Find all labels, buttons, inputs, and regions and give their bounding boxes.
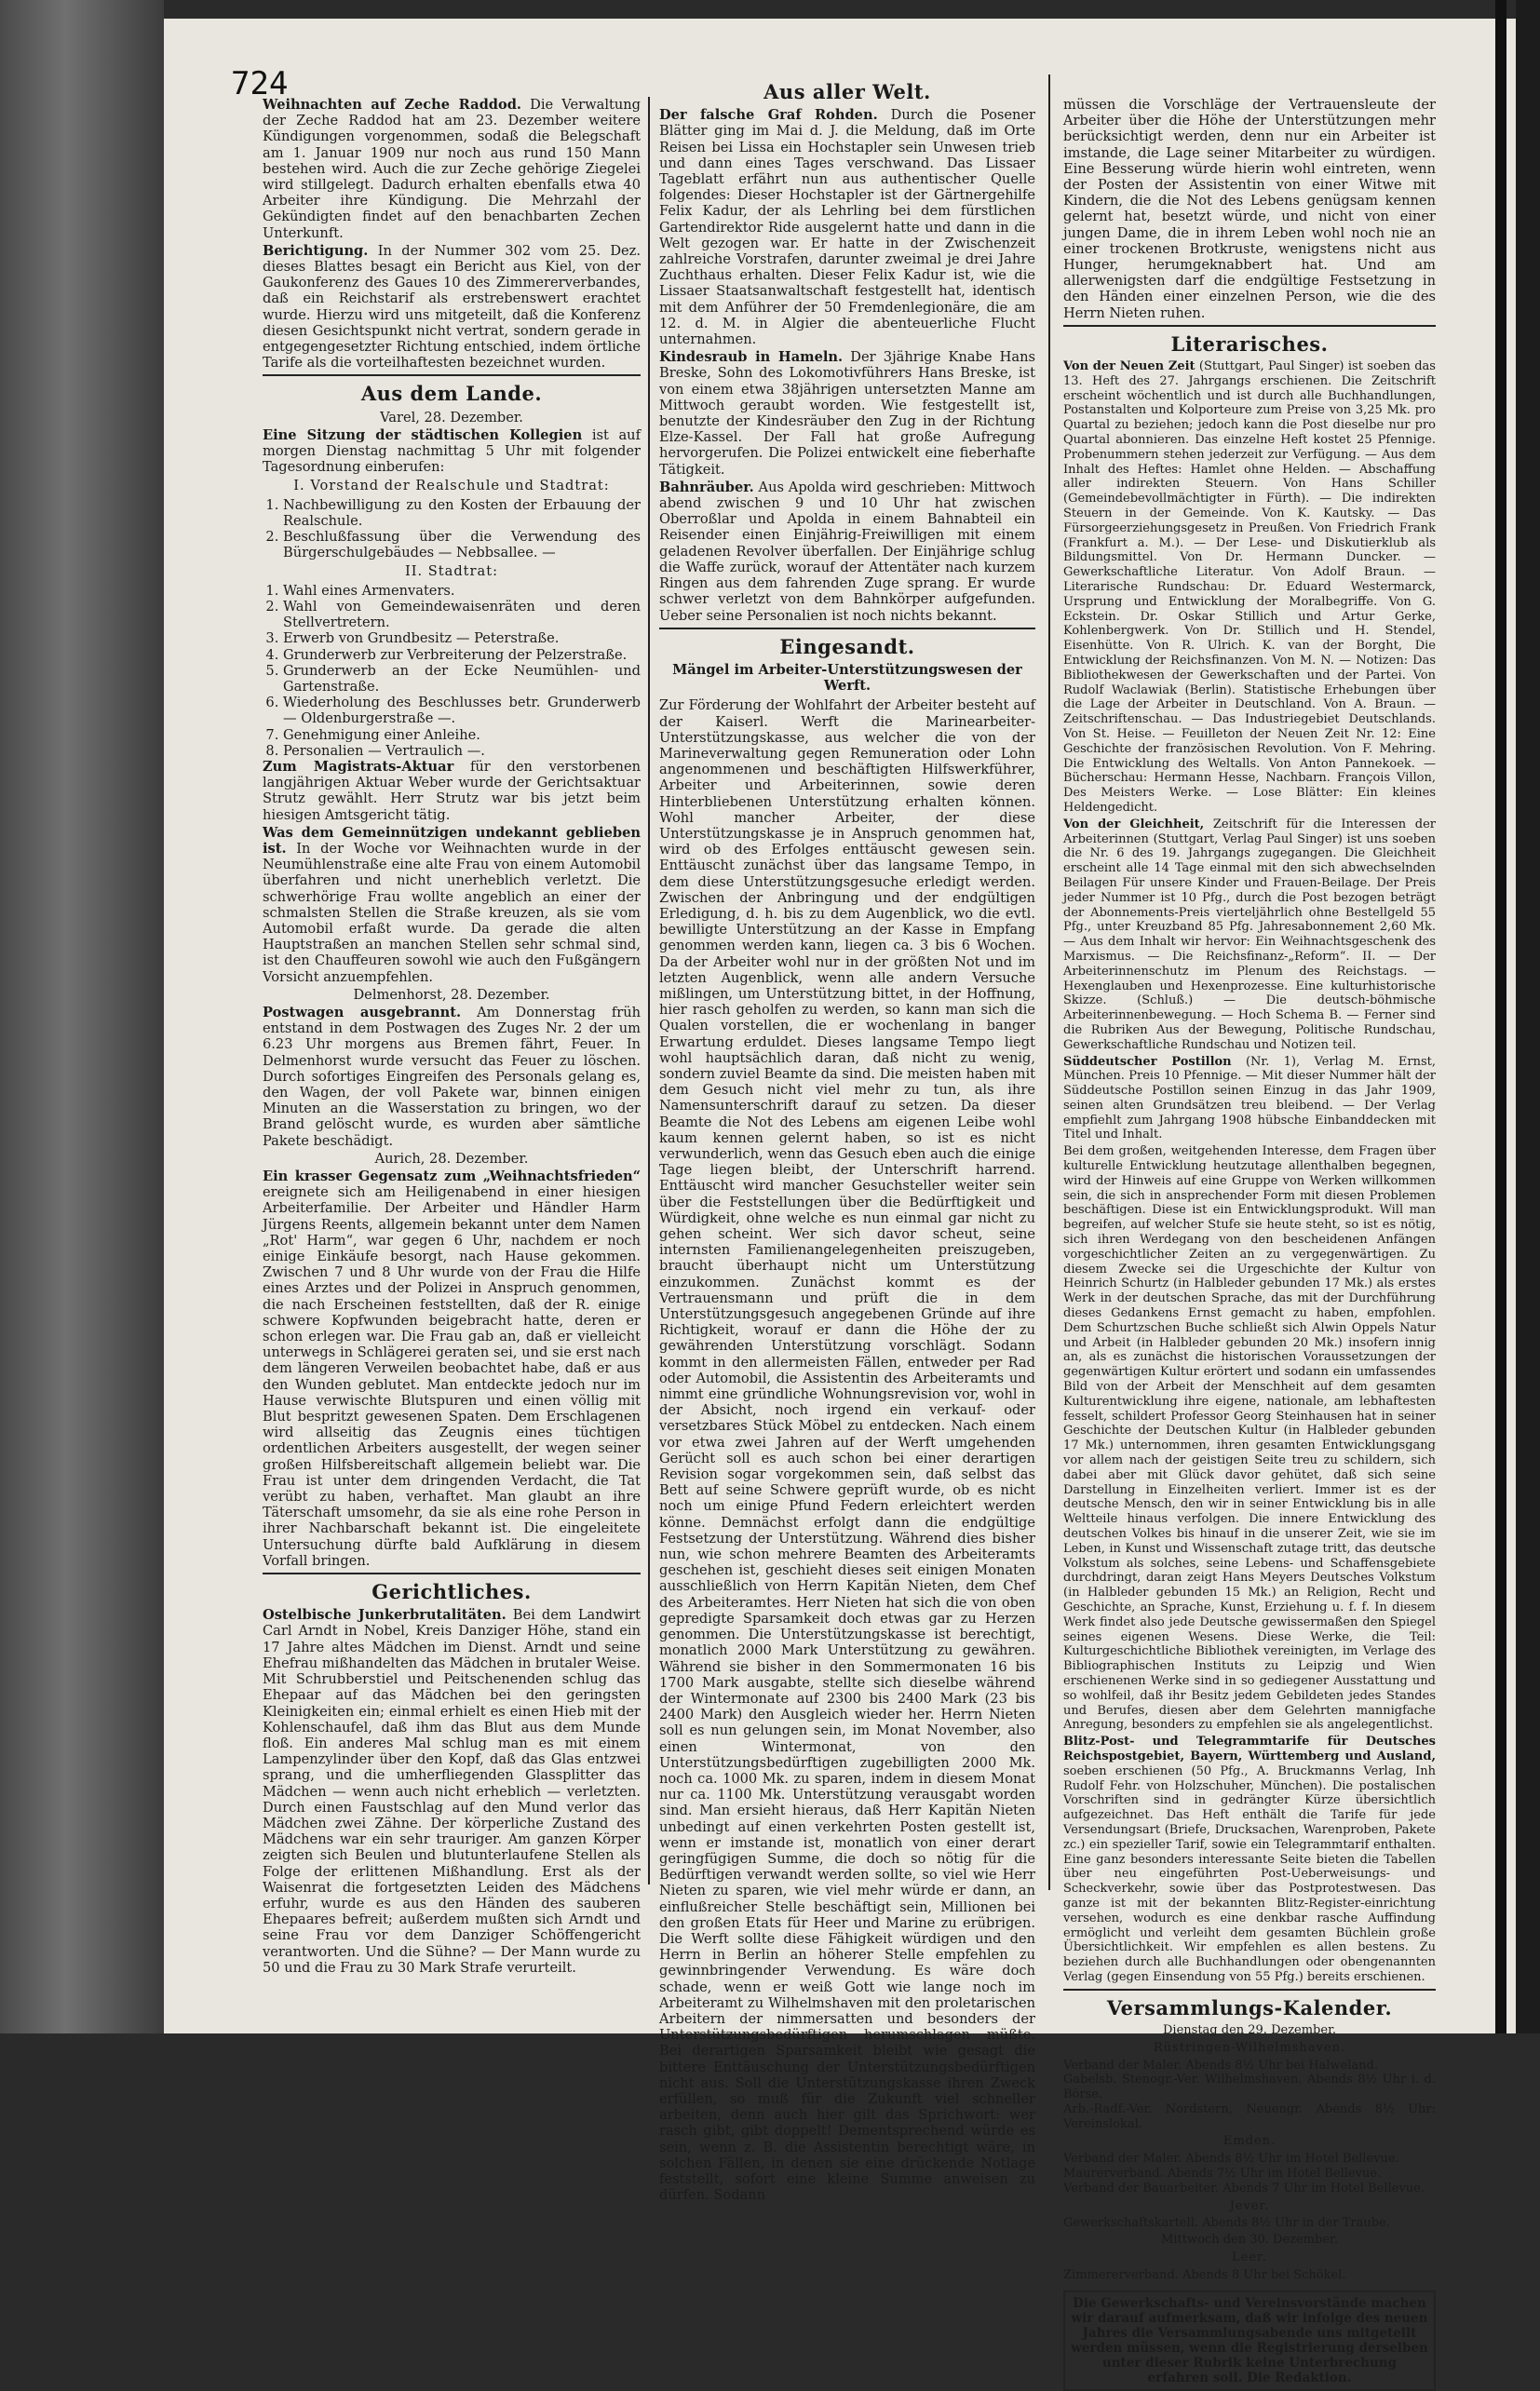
section-rule	[263, 1573, 641, 1574]
editorial-notice: Die Gewerkschafts- und Vereinsvorstände machen wir darauf aufmerksam, daß wir infolge des neuen Jahres die Versammlungsabende uns mitgeteilt werden müssen, wenn die Registrierung derselben unter dieser Rubrik keine Unterbrechung erfahren soll. Die Redaktion.	[1063, 2290, 1436, 2391]
article-text: ereignete sich am Heiligenabend in einer hiesigen Arbeiterfamilie. Der Arbeiter und Händler Harm Jürgens Reents, allgemein bekannt unter dem Namen „Rot' Harm“, war gegen 6 Uhr, nachdem er noch einige Einkäufe besorgt, nach Hause gekommen. Zwischen 7 und 8 Uhr wurde von der Frau die Hilfe eines Arztes und der Polizei in Anspruch genommen, die nach Erscheinen feststellten, daß der R. einige schwere Kopfwunden beigebracht hatte, deren er schon erlegen war. Die Frau gab an, daß er vielleicht unterwegs in Schlägerei geraten sei, und sie erst nach dem längeren Verweilen beobachtet habe, daß er aus den Wunden geblutet. Man entdeckte jedoch nur im Hause verwischte Blutspuren und einen völlig mit Blut bespritzt gewesenen Spaten. Dem Erschlagenen wird allseitig das Zeugnis eines tüchtigen ordentlichen Arbeiters ausgestellt, der wegen seiner großen Hilfsbereitschaft allgemein beliebt war. Die Frau ist unter dem dringenden Verdacht, die Tat verübt zu haben, verhaftet. Man glaubt an ihre Täterschaft umsomehr, da sie als eine rohe Person in ihrer Nachbarschaft bekannt ist. Die eingeleitete Untersuchung dürfte bald Aufklärung in diesem Vorfall bringen.	[263, 1184, 641, 1569]
article-paragraph: Zur Förderung der Wohlfahrt der Arbeiter besteht auf der Kaiserl. Werft die Marinearbeiter-Unterstützungskasse, aus welcher die von der Marineverwaltung gegen Remuneration oder Lohn angenommenen und beschäftigten Hilfswerkführer, Arbeiter und Arbeiterinnen, sowie deren Hinterbliebenen Unterstützung erhalten können. Wohl mancher Arbeiter, der diese Unterstützungskasse je in Anspruch genommen hat, wird ob des Erfolges enttäuscht gewesen sein. Enttäuscht zunächst über das langsame Tempo, in dem diese Unterstützungsgesuche erledigt werden. Zwischen der Anbringung und der endgültigen Erledigung, d. h. bis zu dem Augenblick, wo die evtl. bewilligte Unterstützung an der Kasse in Empfang genommen werden kann, liegen ca. 3 bis 6 Wochen. Da der Arbeiter wohl nur in der größten Not und im letzten Augenblick, wenn alle andern Versuche mißlingen, um Unterstützung bittet, in der Hoffnung, hier rasch geholfen zu werden, so kann man sich die Qualen vorstellen, die er wochenlang in banger Erwartung erduldet. Dieses langsame Tempo liegt wohl hauptsächlich daran, daß nicht zu wenig, sondern zuviel Beamte da sind. Die meisten haben mit dem Gesuch nicht viel mehr zu tun, als ihre Namensunterschrift darauf zu setzen. Da dieser Beamte die Not des Lebens am eigenen Leibe wohl kaum kennen gelernt haben, so ist es nicht verwunderlich, wenn das Gesuch eben auch die einige Tage liegen bleibt, der Unterschrift harrend. Enttäuscht wird mancher Gesuchsteller weiter sein über die Feststellungen über die Bedürftigkeit und Würdigkeit, ohne welche es nun einmal gar nicht zu gehen scheint. Wer sich davor scheut, seine internsten Familienangelegenheiten preiszugeben, braucht überhaupt nicht um Unterstützung einzukommen. Zunächst kommt es der Vertrauensmann und prüft die in dem Unterstützungsgesuch angegebenen Gründe auf ihre Richtigkeit, worauf er dann die Höhe der zu gewährenden Unterstützung vorschlägt. Sodann kommt in den allermeisten Fällen, entweder per Rad oder Automobil, die Assistentin des Arbeiteramts und nimmt eine gründliche Wohnungsrevision vor, wohl in der Absicht, noch irgend ein verkauf- oder versetzbares Stück Möbel zu entdecken. Nach einem vor etwa zwei Jahren auf der Werft umgehenden Gerücht soll es auch schon bei einer derartigen Revision sogar vorgekommen sein, daß selbst das Bett auf seine Schwere geprüft wurde, ob es nicht noch um einige Pfund Federn erleichtert werden könne. Demnächst erfolgt dann die endgültige Festsetzung der Unterstützung. Während dies bisher nun, wie schon mehrere Beamten des Arbeiteramts geschehen ist, geschieht dieses seit einigen Monaten ausschließlich von Herrn Kapitän Nieten, dem Chef des Arbeiteramtes. Herr Nieten hat sich die von oben gepredigte Sparsamkeit doch etwas gar zu Herzen genommen. Die Unterstützungskasse ist berechtigt, monatlich 2000 Mark Unterstützung zu gewähren. Während sie bisher in den Sommermonaten 16 bis 1700 Mark ausgabte, stellte sich dieselbe während der Wintermonate auf 2300 bis 2400 Mark (23 bis 2400 Mark) den Ausgleich wieder her. Herrn Nieten soll es nun gelungen sein, im Monat November, also einen Wintermonat, von den Unterstützungsbedürftigen zugebilligten 2000 Mk. noch ca. 1000 Mk. zu sparen, indem in diesem Monat nur ca. 1100 Mk. Unterstützung verausgabt worden sind. Man ersieht hieraus, daß Herr Kapitän Nieten unbedingt auf einen verkehrten Posten gestellt ist, wenn er imstande ist, monatlich von einer derart geringfügigen Summe, die doch so nötig für die Bedürftigen verwandt werden sollte, so viel wie Herr Nieten zu sparen, wie viel mehr würde er dann, an einflußreicher Stelle beschäftigt sein, Millionen bei den großen Etats für Heer und Marine zu erübrigen. Die Werft sollte diese Fähigkeit würdigen und den Herrn in Berlin an höherer Stelle empfehlen zu gewinnbringender Verwendung. Es wäre doch schade, wenn er weiß Gott wie lange noch im Arbeiteramt zu Wilhelmshaven mit den proletarischen Arbeitern der nimmersatten und besonders der Unterstützungsbedürftigen herumschlagen müßte. Bei derartigen Sparsamkeit bleibt wie gesagt die bittere Enttäuschung der Unterstützungsbedürftigen nicht aus. Soll die Unterstützungskasse ihren Zweck erfüllen, so muß für die Zukunft viel schneller arbeiten, denn auch hier gilt das Sprichwort: wer rasch gibt, gibt doppelt! Dementsprechend würde es sein, wenn z. B. die Assistentin berechtigt wäre, in solchen Fällen, in denen sie eine drückende Notlage feststellt, sofort eine kleine Summe anweisen zu dürfen. Sodann	[659, 697, 1036, 2204]
article-paragraph: Bei dem großen, weitgehenden Interesse, dem Fragen über kulturelle Entwicklung heutzutage allenthalben begegnen, wird der Hinweis auf eine Gruppe von Werken willkommen sein, die sich in ansprechender Form mit diesen Problemen beschäftigen. Diese ist ein Entwicklungsprodukt. Will man begreifen, auf welcher Stufe sie heute steht, so ist es nötig, sich ihren Werdegang von den bescheidenen Anfängen vorgeschichtlicher Zeiten an zu vergegenwärtigen. Zu diesem Zwecke sei die Urgeschichte der Kultur von Heinrich Schurtz (in Halbleder gebunden 17 Mk.) als erstes Werk in der deutschen Sprache, das mit der Durchführung dieses Gedankens Ernst gemacht zu haben, empfohlen. Dem Schurtzschen Buche schließt sich Alwin Oppels Natur und Arbeit (in Halbleder gebunden 20 Mk.) insofern innig an, als es zunächst die historischen Voraussetzungen der gegenwärtigen Kultur erörtert und sodann ein umfassendes Bild von der Arbeit der Menschheit auf dem gesamten Kulturentwicklung ihre eigene, nationale, am lebhaftesten fesselt, schildert Professor Georg Steinhausen hat in seiner Geschichte der Deutschen Kultur (in Halbleder gebunden 17 Mk.) unternommen, ihren gesamten Entwicklungsgang vor allem nach der geistigen Seite treu zu schildern, sich dabei aber mit Glück davor gehütet, daß sich seine Darstellung in Einzelheiten verliert. Immer ist es der deutsche Mensch, den wir in seiner Entwicklung bis in alle Weltteile hinaus verfolgen. Die innere Entwicklung des deutschen Volkes bis hinauf in die unserer Zeit, wie sie im Leben, in Kunst und Wissenschaft zutage tritt, das deutsche Volkstum als solches, seine Lebens- und Schaffensgebiete durchdringt, daran zeigt Hans Meyers Deutsches Volkstum (in Halbleder gebunden 15 Mk.) an Religion, Recht und Geschichte, an Sprache, Kunst, Erziehung u. f. f. In diesem Werk findet also jede Deutsche gewissermaßen den Spiegel seines eigenen Wesens. Diese Werke, die Teil: Kulturgeschichtliche Bibliothek vereinigten, im Verlage des Bibliographischen Instituts zu Leipzig und Wien erschienenen Werke sind in so gediegener Ausstattung und so wohlfeil, daß ihr Besitz jedem Gebildeten jedes Standes und Berufes, diesen aber dem Gelehrten mannigfache Anregung, besonders zu empfehlen sie als angelegentlichst.	[1063, 1144, 1436, 1733]
agenda-item: 1. Nachbewilligung zu den Kosten der Erbauung der Realschule.	[283, 497, 641, 529]
calendar-entry: Verband der Bauarbeiter. Abends 7 Uhr im Hotel Bellevue.	[1063, 2181, 1425, 2195]
article-headline: Von der Neuen Zeit	[1063, 359, 1196, 374]
article-headline: Eine Sitzung der städtischen Kollegien	[263, 426, 583, 443]
agenda-item: 3. Erwerb von Grundbesitz — Peterstraße.	[283, 630, 641, 646]
article-paragraph	[1063, 1055, 1436, 1143]
article-paragraph	[1063, 817, 1436, 1053]
article-text: Am Donnerstag früh entstand in dem Postwagen des Zuges Nr. 2 der um 6.23 Uhr morgens aus Bremen fährt, Feuer. In Delmenhorst wurde versucht das Feuer zu löschen. Durch sofortiges Eingreifen des Personals gelang es, den Wagen, der voll Pakete war, binnen einigen Minuten an die Wasserstation zu bringen, wo der Brand gelöscht wurde, es wurden aber sämtliche Pakete beschädigt.	[263, 1004, 642, 1149]
calendar-date: Mittwoch den 30. Dezember.	[1161, 2233, 1338, 2248]
section-heading: Aus aller Welt.	[763, 80, 931, 103]
agenda-item: 7. Genehmigung einer Anleihe.	[283, 727, 641, 743]
dateline: Aurich, 28. Dezember.	[374, 1150, 529, 1167]
article-text: Durch die Posener Blätter ging im Mai d. J. die Meldung, daß im Orte Reisen bei Lissa ein Hochstapler sein Unwesen trieb und dann eines Tages verschwand. Das Lissaer Tageblatt erfährt nun aus authentischer Quelle folgendes: Dieser Hochstapler ist der Gärtnergehilfe Felix Kadur, der als Lehrling bei dem fürstlichen Gartendirektor Ride ausgelernt hatte und dann in die Welt gezogen war. Er hatte in der Zwischenzeit zahlreiche Vorstrafen, darunter zweimal je drei Jahre Zuchthaus erhalten. Dieser Felix Kadur ist, wie die Lissaer Staatsanwaltschaft festgestellt hat, identisch mit dem Anführer der 50 Fremdenlegionäre, die am 12. d. M. in Algier die abenteuerliche Flucht unternahmen.	[659, 107, 1035, 348]
article-paragraph	[263, 97, 641, 241]
section-rule	[1063, 1989, 1436, 1991]
calendar-place: Emden.	[1223, 2134, 1277, 2149]
column-1	[263, 97, 641, 1978]
column-3	[1063, 97, 1436, 2391]
article-headline: Ein krasser Gegensatz zum „Weihnachtsfrieden“	[263, 1168, 641, 1184]
agenda-item: 8. Personalien — Vertraulich —.	[283, 743, 641, 759]
section-rule	[263, 374, 641, 376]
agenda-item: 2. Wahl von Gemeindewaisenräten und deren Stellvertretern.	[283, 599, 641, 630]
agenda-item: 5. Grunderwerb an der Ecke Neumühlen- und Gartenstraße.	[283, 663, 641, 695]
section-heading: Versammlungs-Kalender.	[1106, 1995, 1393, 2020]
agenda-item: 6. Wiederholung des Beschlusses betr. Grunderwerb — Oldenburgerstraße —.	[283, 695, 641, 726]
calendar-entry: Maurerverband. Abends 7½ Uhr im Hotel Bellevue.	[1063, 2167, 1382, 2182]
section-heading: Aus dem Lande.	[360, 382, 543, 406]
article-text: ist auf morgen Dienstag nachmittag 5 Uhr mit folgender Tagesordnung einberufen:	[263, 426, 641, 476]
page-edge-bar	[1495, 0, 1506, 2033]
article-paragraph	[659, 107, 1035, 347]
article-text: Bei dem Landwirt Carl Arndt in Nobel, Kreis Danziger Höhe, stand ein 17 Jahre altes Mädchen im Dienst. Arndt und seine Ehefrau mißhandelten das Mädchen in brutaler Weise. Mit Schrubberstiel und Peitschenenden schlug das Ehepaar auf das Mädchen bei den geringsten Kleinigkeiten ein; einmal erhielt es einen Hieb mit der Kohlenschaufel, daß ihm das Blut aus dem Munde floß. Ein anderes Mal schlug man es mit einem Lampenzylinder über den Kopf, daß das Glas entzwei sprang, und die umherfliegenden Glassplitter das Mädchen — wenn auch nicht erheblich — verletzten. Durch einen Faustschlag auf den Mund verlor das Mädchen zwei Zähne. Der körperliche Zustand des Mädchens war ein sehr trauriger. Am ganzen Körper zeigten sich Beulen und blutunterlaufene Stellen als Folge der erlittenen Mißhandlung. Erst als der Waisenrat die fortgesetzten Leiden des Mädchens erfuhr, wurde es aus den Händen des sauberen Ehepaares befreit; außerdem mußten sich Arndt und seine Frau vor dem Danziger Schöffengericht verantworten. Und die Sühne? — Der Mann wurde zu 50 und die Frau zu 30 Mark Strafe verurteilt.	[263, 1607, 641, 1976]
agenda-item: 1. Wahl eines Armenvaters.	[283, 583, 641, 599]
article-text: Der 3jährige Knabe Hans Breske, Sohn des Lokomotivführers Hans Breske, ist von einem etwa 38jährigen untersetzten Manne am Mittwoch geraubt worden. Wie festgestellt ist, benutzte der Kindesräuber den Zug in der Richtung Elze-Kassel. Der Fall hat große Aufregung hervorgerufen. Die Polizei entwickelt eine fieberhafte Tätigkeit.	[659, 349, 1035, 478]
agenda-item: 4. Grunderwerb zur Verbreiterung der Pelzerstraße.	[283, 647, 641, 663]
article-paragraph	[263, 1005, 641, 1149]
article-text: Die Verwaltung der Zeche Raddod hat am 23. Dezember weitere Kündigungen vorgenommen, sodaß die Belegschaft am 1. Januar 1909 nur noch aus rund 150 Mann bestehen wird. Auch die zur Zeche gehörige Ziegelei wird stillgelegt. Dadurch erhalten ebenfalls etwa 40 Arbeiter ihre Kündigung. Die Mehrzahl der Gekündigten findet auf den benachbarten Zechen Unterkunft.	[263, 97, 641, 241]
dateline: Delmenhorst, 28. Dezember.	[353, 986, 550, 1003]
article-headline: Der falsche Graf Rohden.	[659, 107, 878, 124]
article-headline: Süddeutscher Postillon	[1063, 1054, 1232, 1069]
literature-section	[1063, 359, 1436, 1985]
article-paragraph	[263, 825, 641, 985]
article-text: (Stuttgart, Paul Singer) ist soeben das 13. Heft des 27. Jahrgangs erschienen. Die Zeitschrift erscheint wöchentlich und ist durch alle Buchhandlungen, Postanstalten und Kolporteure zum Preise von 3,25 Mk. pro Quartal zu beziehen; jedoch kann die Post dieselbe nur pro Quartal abonnieren. Das einzelne Heft kostet 25 Pfennige. Probenummern stehen jederzeit zur Verfügung. — Aus dem Inhalt des Heftes: Hamlet ohne Helden. — Abschaffung aller indirekten Steuern. Von Hans Schiller (Gemeindebevollmächtigter in Fürth). — Die indirekten Steuern in der Gemeinde. Von K. Kautsky. — Das Fürsorgeerziehungsgesetz in Preußen. Von Friedrich Frank (Frankfurt a. M.). — Der Lese- und Diskutierklub als Bildungsmittel. Von Dr. Hermann Duncker. — Gewerkschaftliche Literatur. Von Adolf Braun. — Literarische Rundschau: Dr. Eduard Westermarck, Ursprung und Entwicklung der Moralbegriffe. Von G. Eckstein. Dr. Oskar Stillich und Artur Gerke, Kohlenbergwerk. Von Dr. Stillich und H. Stendel, Eisenhütte. Von R. Ulrich. K. van der Borght, Die Entwicklung der Reichsfinanzen. Von M. N. — Notizen: Das Bibliothekwesen der Gewerkschaften und der Partei. Von Rudolf Waclawiak (Berlin). Statistische Erhebungen über die Lage der Arbeiter in Deutschland. Von A. Braun. — Zeitschriftenschau. — Das Industriegebiet Deutschlands. Von St. Heise. — Feuilleton der Neuen Zeit Nr. 12: Eine Geschichte der französischen Revolution. Von F. Mehring. Die Entwicklung des Weltalls. Von Anton Pannekoek. — Bücherschau: Hermann Hesse, Nachbarn. François Villon, Des Meisters Werke. — Lose Blätter: Ein kleines Heldengedicht.	[1063, 359, 1436, 815]
section-heading: Literarisches.	[1170, 331, 1329, 356]
article-paragraph	[659, 480, 1035, 624]
article-headline: Kindesraub in Hameln.	[659, 349, 844, 366]
calendar-date: Dienstag den 29. Dezember.	[1163, 2022, 1336, 2037]
article-text: (Nr. 1), Verlag M. Ernst, München. Preis 10 Pfennige. — Mit dieser Nummer hält der Süddeutsche Postillon seinen Einzug in das Jahr 1909, seinen alten Grundsätzen treu bleibend. — Der Verlag empfiehlt zum Jahrgang 1908 hübsche Einbanddecken mit Titel und Inhalt.	[1063, 1054, 1436, 1142]
section-heading: Gerichtliches.	[371, 1580, 532, 1604]
section-rule	[1063, 325, 1436, 327]
calendar-entry: Gewerkschaftskartell. Abends 8½ Uhr in der Traube.	[1063, 2216, 1390, 2231]
article-text: soeben erschienen (50 Pfg., A. Bruckmanns Verlag, Inh Rudolf Fehr. von Holzschuher, München). Die postalischen Vorschriften sind in gedrängter Kürze übersichtlich aufgezeichnet. Das Heft enthält die Tarife für jede Versendungsart (Briefe, Drucksachen, Warenproben, Pakete zc.) ein spezieller Tarif, sowie ein Telegrammtarif enthalten. Eine ganz besonders interessante Seite bieten die Tabellen über neu eingeführten Post-Ueberweisungs- und Scheckverkehr, sowie über das Postprotestwesen. Das ganze ist mit der bekannten Blitz-Register-einrichtung versehen, wodurch es eine denkbar rasche Auffindung ermöglicht und verleiht dem gesamten Büchlein große Übersichtlichkeit. Wir empfehlen es allen bestens. Zu beziehen durch alle Buchhandlungen oder obengenannten Verlag (gegen Einsendung von 55 Pfg.) bereits erschienen.	[1063, 1763, 1436, 1984]
calendar-entry: Verband der Maler. Abends 8½ Uhr im Hotel Bellevue.	[1063, 2152, 1399, 2167]
dateline: Varel, 28. Dezember.	[380, 409, 523, 426]
column-rule-2	[1048, 74, 1050, 1890]
article-paragraph: müssen die Vorschläge der Vertrauensleute der Arbeiter über die Höhe der Unterstützungen mehr berücksichtigt werden, denn nur ein Arbeiter ist imstande, die Lage seiner Mitarbeiter zu würdigen. Eine Besserung würde hierin wohl eintreten, wenn der Posten der Assistentin von einer Witwe mit Kindern, die die Not des Lebens genügsam kennen gelernt hat, besetzt würde, und nicht von einer jungen Dame, die in ihrem Leben wohl noch nie an einer trockenen Brotkruste, wenigstens nicht aus Hunger, herumgeknabbert hat. Und am allerwenigsten darf die endgültige Festsetzung in den Händen einer einzelnen Person, wie die des Herrn Nieten ruhen.	[1063, 97, 1436, 321]
article-paragraph	[659, 349, 1035, 478]
article-headline: Postwagen ausgebrannt.	[263, 1004, 462, 1020]
article-headline: Berichtigung.	[263, 242, 369, 259]
article-paragraph	[1063, 359, 1436, 816]
article-headline: Von der Gleichheit,	[1063, 817, 1205, 831]
article-text: In der Nummer 302 vom 25. Dez. dieses Blattes besagt ein Bericht aus Kiel, von der Gaukonferenz des Gaues 10 des Zimmererverbandes, daß ein Reichstarif als erstrebenswert erachtet wurde. Hierzu wird uns mitgeteilt, daß die Konferenz diesen Gesichtspunkt nicht vertrat, sondern gerade in entgegengesetzter Richtung entschied, indem örtliche Tarife als die vorteilhaftesten bezeichnet wurden.	[263, 242, 641, 371]
article-paragraph	[263, 1607, 641, 1976]
article-paragraph	[263, 1168, 641, 1569]
agenda-list	[263, 497, 641, 561]
column-rule-1	[648, 97, 650, 1884]
calendar-entry: Verband der Maler. Abends 8½ Uhr bei Halweland.	[1063, 2058, 1379, 2073]
article-text: Zeitschrift für die Interessen der Arbeiterinnen (Stuttgart, Verlag Paul Singer) ist uns soeben die Nr. 6 des 19. Jahrgangs zugegangen. Die Gleichheit erscheint alle 14 Tage einmal mit den sich abwechselnden Beilagen Für unsere Kinder und Frauen-Beilage. Der Preis jeder Nummer ist 10 Pfg., durch die Post bezogen beträgt der Abonnements-Preis vierteljährlich ohne Bestellgeld 55 Pfg., unter Kreuzband 85 Pfg. Jahresabonnement 2,60 Mk. — Aus dem Inhalt wir hervor: Ein Weihnachtsgeschenk des Marxismus. — Die Reichsfinanz-„Reform“. II. — Der Arbeiterinnenschutz im Plenum des Reichstags. — Hexenglauben und Hexenprozesse. Eine kulturhistorische Skizze. (Schluß.) — Die deutsch-böhmische Arbeiterinnenbewegung. — Hoch Schema B. — Ferner sind die Rubriken Aus der Bewegung, Politische Rundschau, Gewerkschaftliche Rundschau und Notizen teil.	[1063, 817, 1437, 1052]
article-text: In der Woche vor Weihnachten wurde in der Neumühlenstraße eine alte Frau von einem Automobil überfahren und nicht unerheblich verletzt. Die schwerhörige Frau wollte angeblich an einer der schmalsten Stellen die Straße kreuzen, als sie vom Automobil erfaßt wurde. Da gerade die alten Hauptstraßen an manchen Stellen sehr schmal sind, ist den Chauffeuren sowohl wie auch den Fußgängern Vorsicht anzuempfehlen.	[263, 840, 641, 985]
calendar-entry: Gabelsb. Stenogr.-Ver. Wilhelmshaven. Abends 8½ Uhr i. d. Börse.	[1063, 2073, 1436, 2102]
article-headline: Zum Magistrats-Aktuar	[263, 758, 454, 775]
agenda-section-title: II. Stadtrat:	[404, 563, 499, 580]
agenda-section-title: I. Vorstand der Realschule und Stadtrat:	[293, 478, 610, 494]
article-headline: Bahnräuber.	[659, 479, 754, 495]
page-number: 724	[231, 65, 289, 102]
article-paragraph	[1063, 1735, 1436, 1985]
article-headline: Was dem Gemeinnützigen undekannt geblieben ist.	[263, 824, 641, 857]
calendar-place: Jever.	[1229, 2198, 1270, 2213]
article-headline: Weihnachten auf Zeche Raddod.	[263, 97, 522, 113]
calendar-place: Leer.	[1232, 2250, 1267, 2265]
article-text: für den verstorbenen langjährigen Aktuar Weber wurde der Gerichtsaktuar Strutz gewählt. Herr Strutz war bis jetzt beim hiesigen Amtsgericht tätig.	[263, 758, 641, 823]
book-spine	[0, 0, 164, 2033]
article-headline: Ostelbische Junkerbrutalitäten.	[263, 1607, 507, 1624]
article-paragraph	[263, 243, 641, 371]
section-heading: Eingesandt.	[779, 634, 915, 658]
article-headline: Blitz-Post- und Telegrammtarife für Deutsches Reichspostgebiet, Bayern, Württemberg und Ausland,	[1063, 1735, 1436, 1763]
calendar-entry: Arb.-Radf.-Ver. Nordstern, Neuengr. Abends 8½ Uhr: Vereinslokal.	[1063, 2101, 1436, 2131]
calendar-place: Rüstringen-Wilhelmshaven.	[1153, 2040, 1346, 2055]
meeting-calendar	[1063, 2023, 1436, 2283]
agenda-list	[263, 583, 641, 759]
article-paragraph	[263, 759, 641, 823]
article-text: Aus Apolda wird geschrieben: Mittwoch abend zwischen 9 und 10 Uhr hat zwischen Oberroßlar und Apolda in einem Bahnabteil ein Reisender einen Einjährig-Freiwilligen mit einem geladenen Revolver überfallen. Der Einjährige schlug die Waffe zurück, worauf der Attentäter nach kurzem Ringen aus dem fahrenden Zuge sprang. Er wurde schwer verletzt von dem Bahnkörper aufgefunden. Ueber seine Personalien ist noch nichts bekannt.	[659, 479, 1035, 624]
article-paragraph	[263, 427, 641, 476]
column-2	[659, 74, 1035, 2205]
agenda-item: 2. Beschlußfassung über die Verwendung des Bürgerschulgebäudes — Nebbsallee. —	[283, 529, 641, 561]
calendar-entry: Zimmererverband. Abends 8 Uhr bei Schökel.	[1063, 2267, 1346, 2282]
article-subheading: Mängel im Arbeiter-Unterstützungswesen der Werft.	[672, 661, 1022, 695]
page-edge-shadow	[1516, 0, 1540, 2033]
section-rule	[659, 628, 1035, 629]
